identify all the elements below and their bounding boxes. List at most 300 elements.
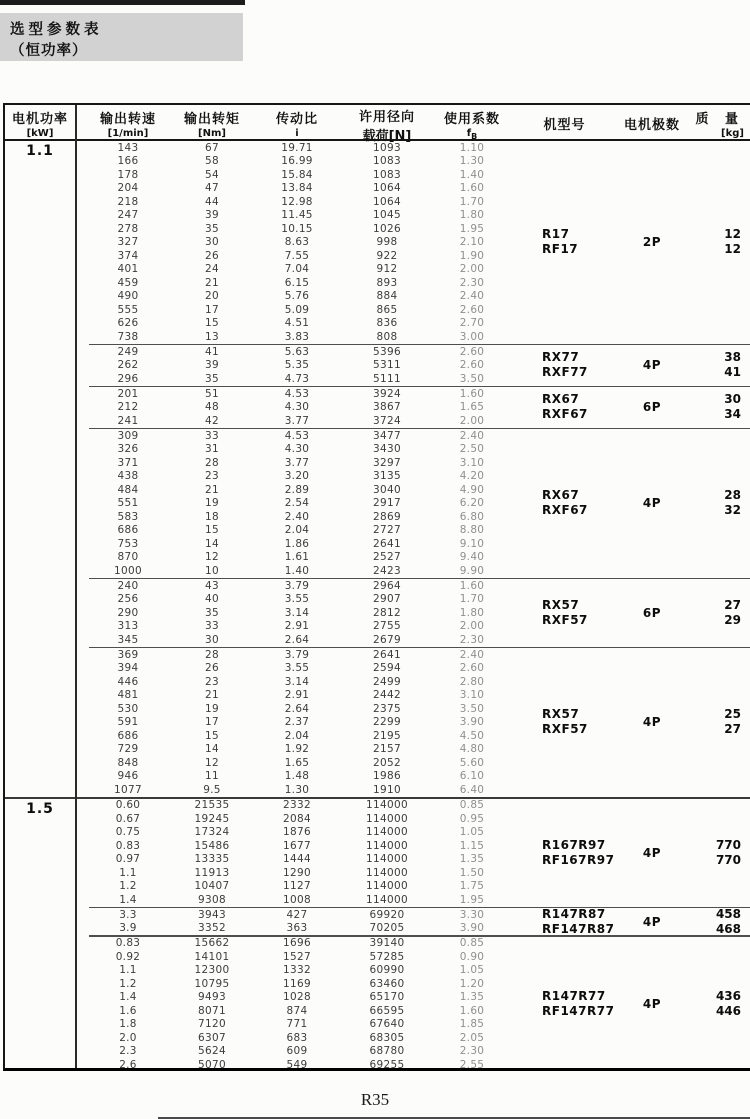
- mass-value: 28: [724, 488, 741, 503]
- output-torque-cell: 35: [205, 606, 219, 619]
- output-torque-cell: 11913: [194, 866, 230, 879]
- output-speed-cell: 204: [117, 182, 139, 194]
- ratio-cell: 3.14: [284, 606, 310, 619]
- output-speed-cell: 591: [117, 716, 139, 728]
- output-speed-cell: 166: [117, 155, 139, 167]
- model-info-overlay: [507, 908, 750, 935]
- radial-load-cell: 1986: [373, 770, 401, 782]
- output-speed-cell: 345: [117, 633, 139, 646]
- gear-model-block: [5, 387, 750, 428]
- ratio-cell: 2.89: [284, 483, 310, 496]
- radial-load-cell: 3040: [373, 483, 401, 496]
- output-speed-cell: 218: [117, 195, 139, 208]
- output-speed-cell: 686: [117, 729, 139, 742]
- ratio-cell: 1876: [283, 826, 311, 838]
- output-torque-cell: 10407: [194, 880, 230, 892]
- output-torque-cell: 3943: [198, 908, 226, 921]
- output-torque-cell: 28: [205, 456, 219, 469]
- motor-poles-value: 6P: [642, 605, 662, 620]
- output-speed-cell: 0.67: [115, 812, 141, 825]
- service-factor-cell: 9.10: [459, 537, 485, 550]
- radial-load-cell: 2052: [373, 756, 401, 769]
- mass-values: [682, 907, 750, 937]
- radial-load-cell: 2869: [373, 510, 401, 523]
- output-speed-cell: 401: [117, 263, 139, 275]
- radial-load-cell: 865: [376, 303, 398, 316]
- mass-value: 30: [724, 392, 741, 407]
- service-factor-cell: 3.00: [459, 330, 485, 343]
- output-torque-cell: 44: [205, 195, 219, 208]
- motor-poles-value: 2P: [642, 235, 662, 250]
- model-name: R167R97: [542, 837, 606, 852]
- ratio-cell: 3.79: [284, 648, 310, 661]
- output-torque-cell: 21535: [194, 799, 230, 811]
- service-factor-cell: 2.50: [459, 443, 485, 455]
- ratio-cell: 13.84: [281, 182, 313, 194]
- output-speed-cell: 555: [117, 303, 139, 316]
- output-speed-cell: 369: [117, 648, 139, 661]
- model-name: RXF57: [542, 612, 588, 627]
- radial-load-cell: 1064: [373, 182, 401, 194]
- radial-load-cell: 67640: [369, 1018, 405, 1030]
- output-speed-cell: 446: [117, 675, 139, 688]
- output-torque-cell: 30: [205, 633, 219, 646]
- service-factor-cell: 1.35: [459, 853, 485, 865]
- ratio-cell: 1444: [283, 853, 311, 865]
- mass-value: 34: [724, 407, 741, 422]
- radial-load-cell: 3135: [373, 470, 401, 482]
- model-name: RF17: [542, 242, 579, 257]
- model-names: [507, 350, 622, 380]
- ratio-cell: 5.63: [284, 345, 310, 358]
- mass-values: [682, 392, 750, 422]
- output-torque-cell: 17324: [194, 826, 230, 838]
- ratio-cell: 4.30: [284, 401, 310, 413]
- page-number: R35: [360, 1090, 390, 1109]
- radial-load-cell: 63460: [369, 977, 405, 990]
- ratio-cell: 16.99: [281, 155, 313, 167]
- ratio-cell: 1332: [283, 964, 311, 976]
- output-speed-cell: 738: [117, 330, 139, 343]
- model-info-grid: [507, 350, 750, 380]
- service-factor-cell: 2.30: [459, 276, 485, 289]
- output-torque-cell: 33: [205, 429, 219, 442]
- service-factor-cell: 1.35: [459, 991, 485, 1003]
- radial-load-cell: 2812: [373, 606, 401, 619]
- service-factor-cell: 3.10: [459, 456, 485, 469]
- radial-load-cell: 2527: [373, 551, 401, 563]
- service-factor-cell: 2.30: [459, 633, 485, 646]
- service-factor-cell: 1.75: [459, 880, 485, 892]
- radial-load-cell: 114000: [366, 839, 408, 852]
- ratio-cell: 2.37: [284, 716, 310, 728]
- model-info-overlay: [507, 387, 750, 428]
- ratio-cell: 874: [286, 1004, 308, 1017]
- output-speed-cell: 212: [117, 401, 139, 413]
- output-speed-cell: 247: [117, 209, 139, 221]
- service-factor-cell: 1.10: [459, 141, 485, 154]
- output-speed-cell: 278: [117, 222, 139, 235]
- ratio-cell: 19.71: [281, 141, 313, 154]
- service-factor-cell: 1.80: [459, 209, 485, 221]
- ratio-cell: 3.55: [284, 593, 310, 605]
- motor-power-value: 1.5: [26, 800, 54, 817]
- radial-load-cell: 808: [376, 330, 398, 343]
- header-radial-load: 许用径向 载荷[N]: [358, 110, 415, 144]
- output-speed-cell: 1.4: [119, 991, 137, 1003]
- radial-load-cell: 2641: [373, 648, 401, 661]
- service-factor-cell: 2.00: [459, 263, 485, 275]
- radial-load-cell: 114000: [366, 853, 408, 865]
- service-factor-cell: 4.80: [459, 743, 485, 755]
- model-info-grid: [507, 227, 750, 257]
- output-speed-cell: 686: [117, 524, 139, 536]
- radial-load-cell: 3297: [373, 456, 401, 469]
- output-speed-cell: 0.83: [115, 839, 141, 852]
- model-info-overlay: [507, 937, 750, 1072]
- radial-load-cell: 3430: [373, 443, 401, 455]
- service-factor-cell: 4.50: [459, 729, 485, 742]
- service-factor-cell: 1.70: [459, 593, 485, 605]
- ratio-cell: 2.54: [284, 497, 310, 509]
- service-factor-cell: 9.90: [459, 564, 485, 577]
- output-speed-cell: 241: [117, 414, 139, 427]
- radial-load-cell: 2641: [373, 537, 401, 550]
- service-factor-cell: 2.60: [459, 359, 485, 371]
- radial-load-cell: 114000: [366, 880, 408, 892]
- output-torque-cell: 47: [205, 182, 219, 194]
- model-names: [507, 707, 622, 737]
- output-speed-cell: 1.8: [119, 1018, 137, 1030]
- output-speed-cell: 848: [117, 756, 139, 769]
- service-factor-cell: 3.10: [459, 689, 485, 701]
- radial-load-cell: 57285: [369, 950, 405, 963]
- radial-load-cell: 114000: [366, 812, 408, 825]
- ratio-cell: 5.76: [284, 290, 310, 302]
- ratio-cell: 10.15: [281, 222, 313, 235]
- model-name: RXF77: [542, 365, 588, 380]
- output-torque-cell: 24: [205, 263, 219, 275]
- output-torque-cell: 15486: [194, 839, 230, 852]
- output-torque-cell: 9.5: [203, 783, 221, 796]
- ratio-cell: 8.63: [284, 236, 310, 248]
- output-torque-cell: 14: [205, 743, 219, 755]
- model-info-grid: [507, 598, 750, 628]
- ratio-cell: 1.86: [284, 537, 310, 550]
- output-torque-cell: 5624: [198, 1045, 226, 1057]
- radial-load-cell: 60990: [369, 964, 405, 976]
- header-ratio: 传动比 i: [275, 112, 318, 139]
- ratio-cell: 2.64: [284, 702, 310, 715]
- output-speed-cell: 249: [117, 345, 139, 358]
- mass-values: [682, 989, 750, 1019]
- radial-load-cell: 2594: [373, 662, 401, 674]
- model-name: R147R77: [542, 989, 606, 1003]
- service-factor-cell: 6.20: [459, 497, 485, 509]
- output-speed-cell: 201: [117, 387, 139, 400]
- output-torque-cell: 51: [205, 387, 219, 400]
- radial-load-cell: 922: [376, 249, 398, 262]
- radial-load-cell: 998: [376, 236, 398, 248]
- output-speed-cell: 753: [117, 537, 139, 550]
- radial-load-cell: 836: [376, 317, 398, 329]
- motor-poles-value: 4P: [642, 358, 662, 373]
- mass-values: [682, 227, 750, 257]
- service-factor-cell: 1.20: [459, 977, 485, 990]
- service-factor-cell: 1.05: [459, 964, 485, 976]
- model-name: RF147R77: [542, 1004, 615, 1018]
- radial-load-cell: 2499: [373, 675, 401, 688]
- mass-value: 436: [715, 989, 741, 1003]
- mass-value: 12: [724, 242, 741, 257]
- radial-load-cell: 114000: [366, 799, 408, 811]
- service-factor-cell: 1.60: [459, 182, 485, 194]
- model-info-overlay: [507, 141, 750, 344]
- service-factor-cell: 2.60: [459, 345, 485, 358]
- model-names: [507, 392, 622, 422]
- ratio-cell: 11.45: [281, 209, 313, 221]
- motor-poles-value: 4P: [642, 496, 662, 511]
- model-names: [507, 488, 622, 518]
- service-factor-cell: 2.00: [459, 620, 485, 632]
- radial-load-cell: 3477: [373, 429, 401, 442]
- output-torque-cell: 12: [205, 551, 219, 563]
- gear-model-block: [5, 345, 750, 386]
- radial-load-cell: 114000: [366, 826, 408, 838]
- output-speed-cell: 256: [117, 593, 139, 605]
- output-torque-cell: 23: [205, 675, 219, 688]
- model-info-overlay: [507, 429, 750, 578]
- ratio-cell: 771: [286, 1018, 308, 1030]
- ratio-cell: 1028: [283, 991, 311, 1003]
- service-factor-cell: 0.85: [459, 937, 485, 949]
- top-black-bar: [0, 0, 245, 5]
- model-name: RF167R97: [542, 852, 615, 867]
- output-torque-cell: 23: [205, 470, 219, 482]
- radial-load-cell: 2299: [373, 716, 401, 728]
- mass-value: 12: [724, 227, 741, 242]
- ratio-cell: 1.30: [284, 783, 310, 796]
- ratio-cell: 1.65: [284, 756, 310, 769]
- service-factor-cell: 6.40: [459, 783, 485, 796]
- ratio-cell: 1.61: [284, 551, 310, 563]
- service-factor-cell: 1.60: [459, 387, 485, 400]
- ratio-cell: 4.30: [284, 443, 310, 455]
- ratio-cell: 1696: [283, 937, 311, 949]
- output-torque-cell: 33: [205, 620, 219, 632]
- mass-values: [682, 838, 750, 868]
- output-speed-cell: 490: [117, 290, 139, 302]
- model-name: RX77: [542, 350, 580, 365]
- service-factor-cell: 2.40: [459, 290, 485, 302]
- output-torque-cell: 13335: [194, 853, 230, 865]
- model-info-overlay: [507, 345, 750, 386]
- output-torque-cell: 5070: [198, 1058, 226, 1071]
- model-name: RXF67: [542, 407, 588, 422]
- output-torque-cell: 48: [205, 401, 219, 413]
- radial-load-cell: 1083: [373, 168, 401, 181]
- gear-model-block: [5, 799, 750, 907]
- radial-load-cell: 2917: [373, 497, 401, 509]
- radial-load-cell: 2755: [373, 620, 401, 632]
- service-factor-cell: 4.20: [459, 470, 485, 482]
- service-factor-cell: 3.90: [459, 716, 485, 728]
- model-name: R17: [542, 227, 570, 242]
- output-torque-cell: 15: [205, 317, 219, 329]
- model-info-grid: [507, 838, 750, 868]
- radial-load-cell: 912: [376, 263, 398, 275]
- service-factor-cell: 2.40: [459, 648, 485, 661]
- ratio-cell: 3.83: [284, 330, 310, 343]
- output-torque-cell: 41: [205, 345, 219, 358]
- page-title-box: [0, 13, 243, 61]
- power-section: [5, 799, 750, 1072]
- ratio-cell: 7.55: [284, 249, 310, 262]
- model-info-grid: [507, 989, 750, 1019]
- service-factor-cell: 1.90: [459, 249, 485, 262]
- model-info-grid: [507, 707, 750, 737]
- service-factor-cell: 1.95: [459, 222, 485, 235]
- radial-load-cell: 2442: [373, 689, 401, 701]
- ratio-cell: 363: [286, 922, 308, 934]
- output-speed-cell: 1.1: [119, 964, 137, 976]
- radial-load-cell: 2727: [373, 524, 401, 536]
- ratio-cell: 2084: [283, 812, 311, 825]
- output-torque-cell: 39: [205, 209, 219, 221]
- output-torque-cell: 13: [205, 330, 219, 343]
- output-speed-cell: 178: [117, 168, 139, 181]
- service-factor-cell: 1.65: [459, 401, 485, 413]
- radial-load-cell: 1045: [373, 209, 401, 221]
- ratio-cell: 1527: [283, 950, 311, 963]
- output-torque-cell: 21: [205, 689, 219, 701]
- service-factor-cell: 0.95: [459, 812, 485, 825]
- radial-load-cell: 5396: [373, 345, 401, 358]
- table-body: [5, 141, 750, 1072]
- ratio-cell: 4.51: [284, 317, 310, 329]
- ratio-cell: 1.40: [284, 564, 310, 577]
- output-speed-cell: 1.6: [119, 1004, 137, 1017]
- radial-load-cell: 39140: [369, 937, 405, 949]
- output-torque-cell: 20: [205, 290, 219, 302]
- output-torque-cell: 42: [205, 414, 219, 427]
- output-torque-cell: 58: [205, 155, 219, 167]
- mass-value: 770: [715, 852, 741, 867]
- ratio-cell: 4.53: [284, 387, 310, 400]
- output-torque-cell: 35: [205, 372, 219, 385]
- model-name: R147R87: [542, 906, 606, 921]
- output-speed-cell: 484: [117, 483, 139, 496]
- radial-load-cell: 65170: [369, 991, 405, 1003]
- output-speed-cell: 3.9: [119, 922, 137, 934]
- motor-poles-value: 4P: [642, 845, 662, 860]
- output-speed-cell: 0.97: [115, 853, 141, 865]
- ratio-cell: 3.55: [284, 662, 310, 674]
- service-factor-cell: 6.80: [459, 510, 485, 523]
- service-factor-cell: 4.90: [459, 483, 485, 496]
- radial-load-cell: 2964: [373, 579, 401, 592]
- output-torque-cell: 39: [205, 359, 219, 371]
- header-output-torque: 输出转矩 [Nm]: [183, 112, 240, 139]
- model-info-overlay: [507, 799, 750, 907]
- output-speed-cell: 583: [117, 510, 139, 523]
- power-section: [5, 141, 750, 799]
- radial-load-cell: 1083: [373, 155, 401, 167]
- ratio-cell: 1127: [283, 880, 311, 892]
- model-name: RF147R87: [542, 921, 615, 936]
- output-torque-cell: 9308: [198, 893, 226, 906]
- motor-poles-value: 6P: [642, 400, 662, 415]
- radial-load-cell: 893: [376, 276, 398, 289]
- service-factor-cell: 1.60: [459, 1004, 485, 1017]
- ratio-cell: 3.79: [284, 579, 310, 592]
- output-torque-cell: 9493: [198, 991, 226, 1003]
- table-header: [5, 105, 750, 144]
- model-name: RXF67: [542, 503, 588, 518]
- output-torque-cell: 17: [205, 303, 219, 316]
- model-info-grid: [507, 392, 750, 422]
- output-speed-cell: 946: [117, 770, 139, 782]
- ratio-cell: 2.04: [284, 729, 310, 742]
- output-speed-cell: 374: [117, 249, 139, 262]
- ratio-cell: 2.40: [284, 510, 310, 523]
- output-speed-cell: 1000: [114, 564, 142, 577]
- output-torque-cell: 14101: [194, 950, 230, 963]
- service-factor-cell: 2.10: [459, 236, 485, 248]
- service-factor-cell: 2.30: [459, 1045, 485, 1057]
- mass-values: [682, 598, 750, 628]
- radial-load-cell: 2195: [373, 729, 401, 742]
- radial-load-cell: 68780: [369, 1045, 405, 1057]
- ratio-cell: 12.98: [281, 195, 313, 208]
- ratio-cell: 2.91: [284, 689, 310, 701]
- radial-load-cell: 3724: [373, 414, 401, 427]
- output-speed-cell: 2.3: [119, 1045, 137, 1057]
- service-factor-cell: 6.10: [459, 770, 485, 782]
- output-speed-cell: 394: [117, 662, 139, 674]
- service-factor-cell: 1.70: [459, 195, 485, 208]
- mass-values: [682, 707, 750, 737]
- header-service-factor: 使用系数 $f_B$: [443, 112, 500, 141]
- output-speed-cell: 0.75: [115, 826, 141, 838]
- output-torque-cell: 30: [205, 236, 219, 248]
- radial-load-cell: 5111: [373, 372, 401, 385]
- mass-values: [682, 488, 750, 518]
- radial-load-cell: 1910: [373, 783, 401, 796]
- radial-load-cell: 114000: [366, 893, 408, 906]
- service-factor-cell: 1.15: [459, 839, 485, 852]
- model-names: [507, 598, 622, 628]
- mass-values: [682, 350, 750, 380]
- output-speed-cell: 262: [117, 359, 139, 371]
- output-torque-cell: 21: [205, 276, 219, 289]
- ratio-cell: 2332: [283, 799, 311, 811]
- service-factor-cell: 2.00: [459, 414, 485, 427]
- service-factor-cell: 3.30: [459, 908, 485, 921]
- service-factor-cell: 3.90: [459, 922, 485, 934]
- radial-load-cell: 2157: [373, 743, 401, 755]
- mass-value: 38: [724, 350, 741, 365]
- ratio-cell: 3.14: [284, 675, 310, 688]
- output-torque-cell: 15662: [194, 937, 230, 949]
- output-speed-cell: 626: [117, 317, 139, 329]
- header-mass: 质 量 [kg]: [695, 112, 744, 139]
- ratio-cell: 1.48: [284, 770, 310, 782]
- output-torque-cell: 19: [205, 702, 219, 715]
- radial-load-cell: 3867: [373, 401, 401, 413]
- mass-value: 468: [715, 921, 741, 936]
- radial-load-cell: 1064: [373, 195, 401, 208]
